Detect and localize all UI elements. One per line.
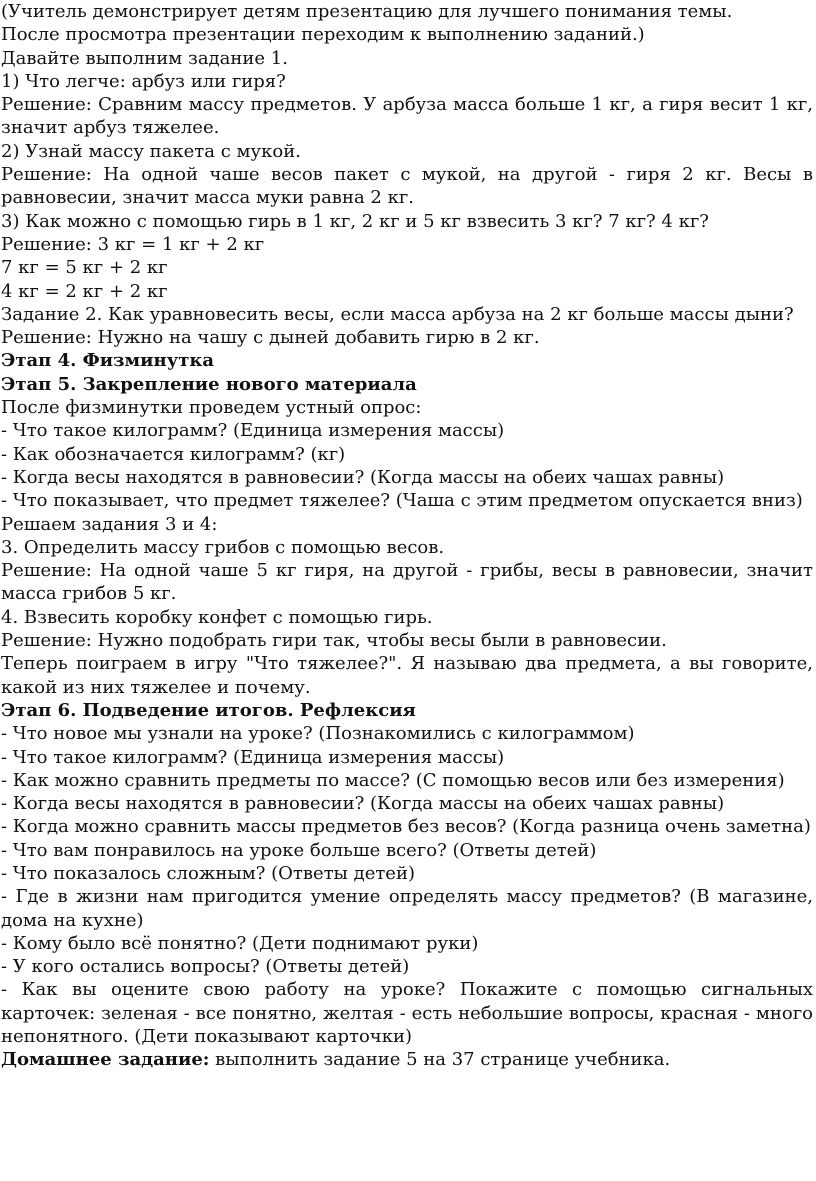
task-2-solution: Решение: На одной чаше весов пакет с мукой, на другой - гиря 2 кг. Весы в равновесии, значит масса муки равна 2 кг.	[1, 164, 813, 209]
list-item: - Как вы оцените свою работу на уроке? Покажите с помощью сигнальных карточек: зеленая - все понятно, желтая - есть небольшие вопросы, красная - много непонятного. (Дети показывают карточки)	[1, 979, 813, 1048]
task-1-solution: Решение: Сравним массу предметов. У арбуза масса больше 1 кг, а гиря весит 1 кг, значит арбуз тяжелее.	[1, 94, 813, 139]
list-item: - Что такое килограмм? (Единица измерения массы)	[1, 746, 505, 768]
section-heading-stage-6: Этап 6. Подведение итогов. Рефлексия	[1, 699, 416, 721]
list-item: - Что показалось сложным? (Ответы детей)	[1, 862, 415, 884]
homework-label: Домашнее задание:	[1, 1049, 210, 1071]
game-instructions: Теперь поиграем в игру "Что тяжелее?". Я называю два предмета, а вы говорите, какой из них тяжелее и почему.	[1, 653, 813, 698]
list-item: - У кого остались вопросы? (Ответы детей)	[1, 956, 410, 978]
homework-line	[1, 1048, 813, 1071]
list-item: - Как обозначается килограмм? (кг)	[1, 443, 346, 465]
text-line: (Учитель демонстрирует детям презентацию для лучшего понимания темы.	[1, 1, 733, 22]
section-heading-stage-4: Этап 4. Физминутка	[1, 350, 215, 372]
list-item: - Что показывает, что предмет тяжелее? (Чаша с этим предметом опускается вниз)	[1, 490, 803, 512]
list-item: - Что такое килограмм? (Единица измерения массы)	[1, 420, 505, 442]
task-3-heading: 3. Определить массу грибов с помощью весов.	[1, 536, 445, 558]
task-3-solution-line: 4 кг = 2 кг + 2 кг	[1, 280, 168, 302]
homework-text: выполнить задание 5 на 37 странице учебника.	[209, 1049, 671, 1071]
list-item: - Что новое мы узнали на уроке? (Познакомились с килограммом)	[1, 723, 635, 745]
assignment-2-question: Задание 2. Как уравновесить весы, если масса арбуза на 2 кг больше массы дыни?	[1, 303, 794, 325]
list-item: - Как можно сравнить предметы по массе? (С помощью весов или без измерения)	[1, 769, 785, 791]
task-4-answer: Решение: Нужно подобрать гири так, чтобы весы были в равновесии.	[1, 630, 667, 652]
list-item: - Где в жизни нам пригодится умение определять массу предметов? (В магазине, дома на кухне)	[1, 886, 813, 931]
task-3-solution: Решение: 3 кг = 1 кг + 2 кг	[1, 233, 265, 255]
section-heading-stage-5: Этап 5. Закрепление нового материала	[1, 373, 417, 395]
task-1-question: 1) Что легче: арбуз или гиря?	[1, 70, 286, 92]
text-line: После просмотра презентации переходим к выполнению заданий.)	[1, 24, 645, 46]
task-3-solution-line: 7 кг = 5 кг + 2 кг	[1, 257, 168, 279]
task-4-heading: 4. Взвесить коробку конфет с помощью гирь.	[1, 606, 433, 628]
task-3-question: 3) Как можно с помощью гирь в 1 кг, 2 кг и 5 кг взвесить 3 кг? 7 кг? 4 кг?	[1, 210, 709, 232]
list-item: - Когда весы находятся в равновесии? (Когда массы на обеих чашах равны)	[1, 466, 725, 488]
text-line: Решаем задания 3 и 4:	[1, 513, 218, 535]
task-3-answer: Решение: На одной чаше 5 кг гиря, на другой - грибы, весы в равновесии, значит масса грибов 5 кг.	[1, 560, 813, 605]
assignment-2-solution: Решение: Нужно на чашу с дыней добавить гирю в 2 кг.	[1, 327, 540, 349]
text-line: Давайте выполним задание 1.	[1, 47, 288, 69]
document-page	[1, 0, 813, 1072]
text-line: После физминутки проведем устный опрос:	[1, 397, 422, 419]
list-item: - Кому было всё понятно? (Дети поднимают руки)	[1, 932, 479, 954]
task-2-question: 2) Узнай массу пакета с мукой.	[1, 140, 301, 162]
list-item: - Что вам понравилось на уроке больше всего? (Ответы детей)	[1, 839, 597, 861]
list-item: - Когда можно сравнить массы предметов без весов? (Когда разница очень заметна)	[1, 816, 811, 838]
list-item: - Когда весы находятся в равновесии? (Когда массы на обеих чашах равны)	[1, 793, 725, 815]
